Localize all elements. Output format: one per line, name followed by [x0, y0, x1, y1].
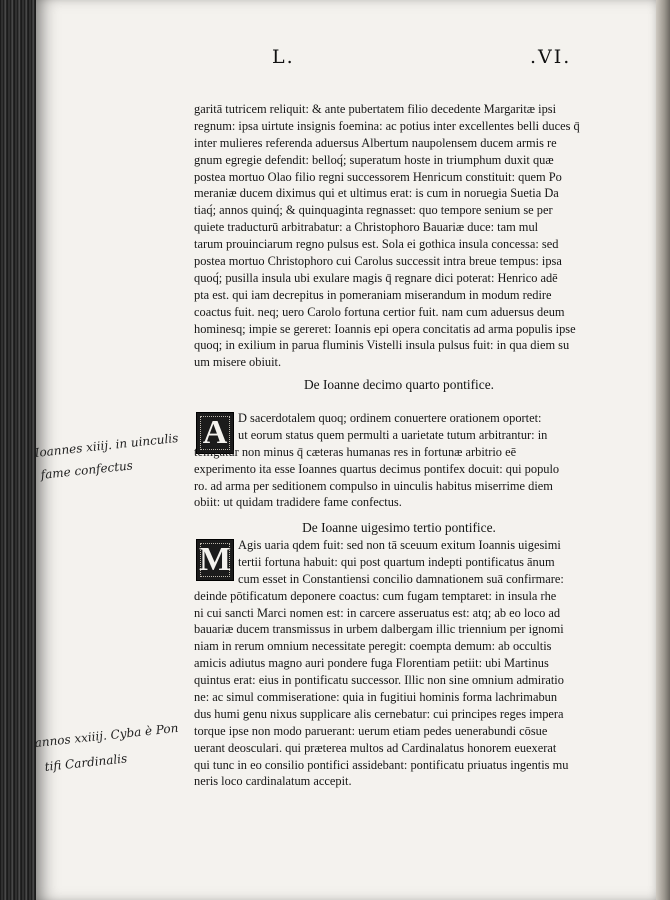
text-line: uerant deosculari. qui præterea multos ad Cardinalatus honorem euexerat [194, 740, 557, 755]
text-line: quiete traducturū arbitrabatur: a Christophoro Bauariæ duce: tam mul [194, 220, 539, 235]
text-line: bauariæ ducem transmissus in urbem dalbergam illic triennium per ignomi [194, 622, 564, 637]
text-line: hominesq; impie se gereret: Ioannis epi opera concitatis ad arma populis ipse [194, 321, 576, 336]
text-line: inter mulieres referenda aduersus Albertum naupolensem ducem armis re [194, 135, 557, 150]
text-line: amicis adiutus magno auri pondere fuga Florentiam petiit: ubi Martinus [194, 656, 549, 671]
margin-note: tifi Cardinalis [44, 751, 128, 774]
text-line: tertii fortuna habuit: qui post quartum indepti pontificatus ānum [238, 554, 555, 569]
text-line: cum esset in Constantiensi concilio damnationem suā confirmare: [238, 571, 564, 586]
text-line: garitā tutricem reliquit: & ante pubertatem filio decedente Margaritæ ipsi [194, 102, 557, 116]
section-heading: De Ioanne decimo quarto pontifice. [304, 377, 494, 392]
text-line: ro. ad arma per seditionem compulso in uinculis habitus miserrime diem [194, 478, 553, 493]
text-line: tarum prouinciarum regno pulsus est. Sola ei gothica insula concessa: sed [194, 237, 559, 252]
text-line: gnum egregie defendit: belloq́; superatum hoste in triumphum duxit quæ [194, 152, 554, 167]
text-line: experimento ita esse Ioannes quartus decimus pontifex docuit: qui populo [194, 461, 560, 476]
paragraph-2 [194, 410, 604, 511]
section-heading: De Ioanne uigesimo tertio pontifice. [302, 520, 496, 535]
text-line: D sacerdotalem quoq; ordinem conuertere orationem oportet: [238, 411, 542, 425]
paragraph-1 [194, 101, 604, 371]
margin-note: annos xxiiij. Cyba è Pon [34, 720, 179, 750]
text-line: niam in rerum omnium necessitate peregit: coempta demum: ab occultis [194, 639, 552, 654]
text-line: qui tunc in eo consilio pontifici assidebant: pontificatu priuatus ingentis mu [194, 757, 569, 772]
text-line: quintus erat: eius in pontificatu successor. Illic non sine omnium admiratio [194, 673, 564, 688]
text-line: coactus fuit. neq; uero Carolo fortuna certior fuit. nam cum aduersus deum [194, 304, 565, 319]
text-line: deinde pōtificatum deponere coactus: cum fugam temptaret: in insula rhe [194, 588, 557, 603]
text-line: tiaq́; annos quinq́; & quinquaginta regnasset: quo tempore senium se per [194, 203, 553, 218]
text-line: Agis uaria qdem fuit: sed non tā sceuum exitum Ioannis uigesimi [238, 538, 561, 552]
page-edge [656, 0, 670, 900]
margin-note: fame confectus [40, 458, 134, 482]
folio-right: .VI. [530, 46, 572, 68]
text-line: ut eorum status quem permulti a uarietate tutum arbitrantur: in [238, 427, 548, 442]
text-line: ne: ac simul commiseratione: quia in fugitiui hominis forma lachrimabun [194, 690, 558, 705]
decorated-initial-a: A [196, 412, 234, 454]
text-line: telligatur non minus q̄ cæteras humanas res in fortunæ arbitrio eē [194, 444, 517, 459]
decorated-initial-m: M [196, 539, 234, 581]
text-line: regnum: ipsa uirtute insignis foemina: ac potius inter excellentes belli duces q̄ [194, 118, 580, 133]
text-line: quoq; in exilium in parua fluminis Vistelli insula pulsus fuit: in qua diem su [194, 338, 570, 353]
text-line: pta est. qui iam decrepitus in pomeraniam miserandum in modum redire [194, 287, 552, 302]
text-line: postea mortuo Christophoro cui Carolus successit intra breue tempus: ipsa [194, 254, 562, 269]
margin-note: Ioannes xiiij. in uinculis [34, 430, 179, 460]
text-line: um misere obiuit. [194, 355, 282, 370]
text-line: torque ipse non modo paruerant: uerum etiam pedes uenerabundi cōsue [194, 723, 548, 738]
folio-left: L. [272, 46, 295, 68]
text-line: dus humi genu nixus supplicare alis cernebatur: cui principes reges impera [194, 706, 564, 721]
text-line: neris loco cardinalatum accepit. [194, 774, 352, 789]
paragraph-3 [194, 537, 604, 790]
text-line: postea mortuo Olao filio regni successorem Henricum constituit: quem Po [194, 169, 562, 184]
text-line: obiit: ut quidam tradidere fame confectus. [194, 495, 402, 510]
text-line: quoq́; pusilla insula ubi exulare magis q̄ regnare dici poterat: Henrico adē [194, 270, 558, 285]
text-line: meraniæ ducem diximus qui et ultimus erat: is cum in noruegia Suetia Da [194, 186, 559, 201]
text-line: ni cui sancti Marci nomen est: in carcere asseruatus est: atq; ab eo loco ad [194, 605, 561, 620]
